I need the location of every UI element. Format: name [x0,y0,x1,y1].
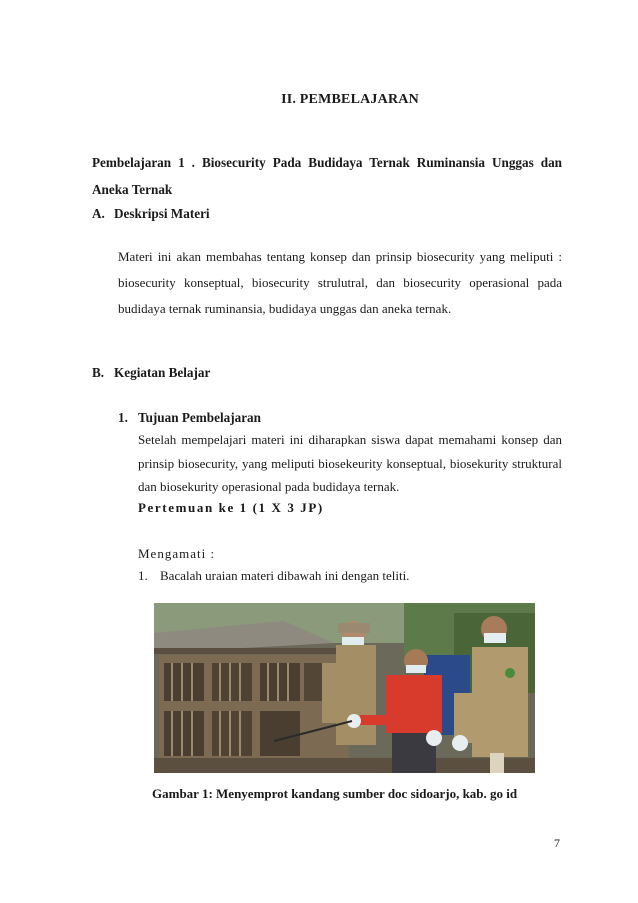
meeting-label: Pertemuan ke 1 (1 X 3 JP) [138,500,324,515]
instruction-number: 1. [138,568,148,583]
section-a-label: A. [92,206,105,221]
learning-goals-body: Setelah mempelajari materi ini diharapkan siswa dapat memahami konsep dan prinsip biosecurity, yang meliputi biosekeurity konseptual, biosekurity struktural dan biosekurity operasional pada budidaya ternak. [138,432,562,494]
section-a-heading [92,206,210,222]
figure-photo [154,603,535,773]
figure-caption: Gambar 1: Menyemprot kandang sumber doc sidoarjo, kab. go id [152,786,518,801]
section-a-paragraph: Materi ini akan membahas tentang konsep dan prinsip biosecurity yang meliputi : biosecurity konseptual, biosecurity strulutral, dan biosecurity operasional pada budidaya ternak ruminansia, budidaya unggas dan aneka ternak. [118,249,562,316]
learning-goals-title: Tujuan Pembelajaran [138,410,261,425]
learning-goals-heading [118,410,261,426]
section-b-title: Kegiatan Belajar [114,365,211,380]
spraying-coop-photo [154,603,535,773]
instruction-item [138,568,409,584]
learning-goals-number: 1. [118,410,128,425]
instruction-text: Bacalah uraian materi dibawah ini dengan teliti. [160,568,410,583]
lesson-title: Pembelajaran 1 . Biosecurity Pada Budidaya Ternak Ruminansia Unggas dan Aneka Ternak [92,155,562,197]
observe-label: Mengamati : [138,546,216,561]
section-b-label: B. [92,365,105,380]
section-b-heading [92,365,210,381]
section-title: II. PEMBELAJARAN [281,92,419,107]
section-a-title: Deskripsi Materi [114,206,210,221]
page-number: 7 [554,836,560,850]
